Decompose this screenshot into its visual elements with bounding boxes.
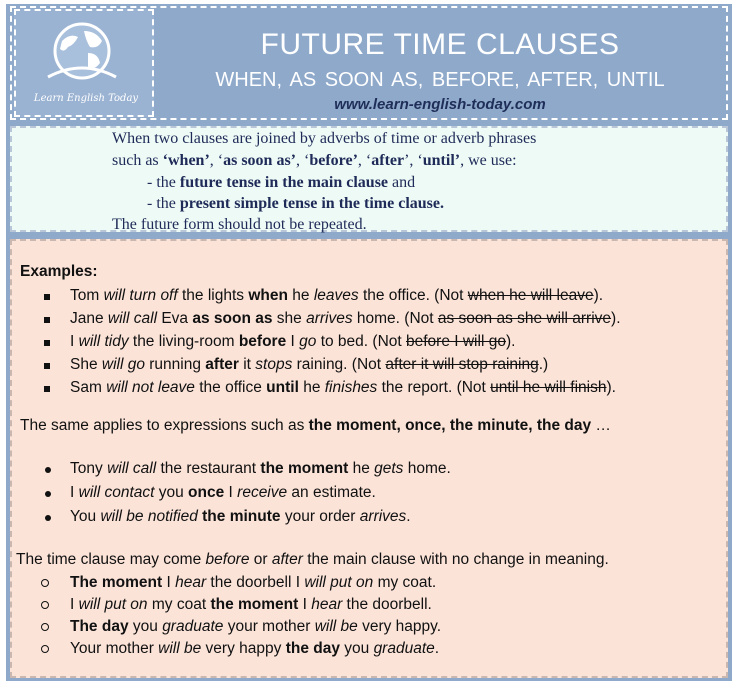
square-bullet-icon <box>44 386 50 392</box>
round-bullet-icon <box>45 467 51 473</box>
circle-example-item: The moment I hear the doorbell I will put on my coat. <box>70 574 437 591</box>
square-bullet-icon <box>44 294 50 300</box>
round-bullet-icon <box>45 491 51 497</box>
logo <box>14 9 154 117</box>
example-item: I will tidy the living-room before I go to bed. (Not before I will go). <box>70 333 516 350</box>
dot-example-item: I will contact you once I receive an estimate. <box>70 484 376 501</box>
square-bullet-icon <box>44 340 50 346</box>
intro-line-5: The future form should not be repeated. <box>112 216 367 233</box>
website-url: www.learn-english-today.com <box>334 96 546 113</box>
intro-line-4: - the present simple tense in the time clause. <box>147 195 444 212</box>
order-text: The time clause may come before or after the main clause with no change in meaning. <box>16 551 609 568</box>
circle-example-item: The day you graduate your mother will be very happy. <box>70 618 442 635</box>
page-subtitle: WHEN, AS SOON AS, BEFORE, AFTER, UNTIL <box>215 69 665 91</box>
intro-box <box>10 126 728 232</box>
example-item: Tom will turn off the lights when he leaves the office. (Not when he will leave). <box>70 287 604 304</box>
square-bullet-icon <box>44 363 50 369</box>
intro-line-1: When two clauses are joined by adverbs of time or adverb phrases <box>112 130 537 147</box>
circle-bullet-icon <box>41 579 49 587</box>
example-item: Jane will call Eva as soon as she arrives home. (Not as soon as she will arrive). <box>70 310 621 327</box>
circle-bullet-icon <box>41 645 49 653</box>
examples-heading: Examples: <box>20 263 98 280</box>
logo-text: Learn English Today <box>33 93 139 104</box>
example-item: She will go running after it stops raining. (Not after it will stop raining.) <box>70 356 549 373</box>
intro-line-3: - the future tense in the main clause and <box>147 174 416 191</box>
examples-box <box>10 239 728 678</box>
globe-icon <box>44 19 120 89</box>
square-bullet-icon <box>44 317 50 323</box>
example-item: Sam will not leave the office until he finishes the report. (Not until he will finish). <box>70 379 616 396</box>
circle-bullet-icon <box>41 623 49 631</box>
page-title: FUTURE TIME CLAUSES <box>260 28 620 61</box>
intro-line-2: such as ‘when’, ‘as soon as’, ‘before’, ‘after’, ‘until’, we use: <box>112 152 517 169</box>
circle-bullet-icon <box>41 601 49 609</box>
round-bullet-icon <box>45 515 51 521</box>
same-applies-text: The same applies to expressions such as the moment, once, the minute, the day … <box>20 417 611 434</box>
circle-example-item: Your mother will be very happy the day you graduate. <box>70 640 440 657</box>
dot-example-item: Tony will call the restaurant the moment he gets home. <box>70 460 451 477</box>
circle-example-item: I will put on my coat the moment I hear the doorbell. <box>70 596 432 613</box>
dot-example-item: You will be notified the minute your order arrives. <box>70 508 411 525</box>
